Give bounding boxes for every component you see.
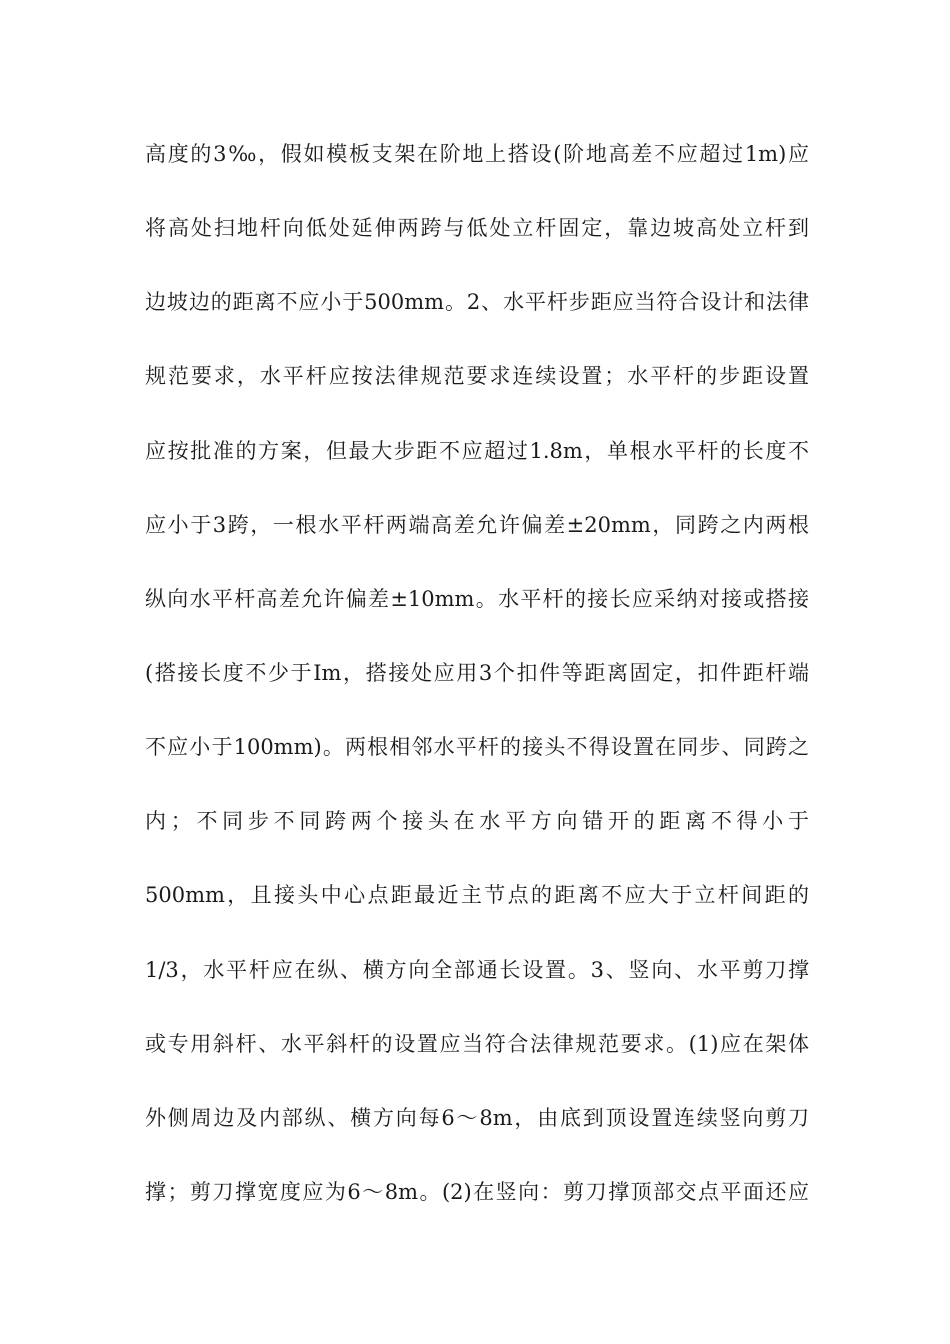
body-text [145,133,809,1245]
text-line: 将高处扫地杆向低处延伸两跨与低处立杆固定，靠边坡高处立杆到 [145,216,809,241]
text-line: 500mm，且接头中心点距最近主节点的距离不应大于立杆间距的 [145,883,809,908]
text-line: 应小于3跨，一根水平杆两端高差允许偏差±20mm，同跨之内两根 [145,512,809,537]
text-line: 或专用斜杆、水平斜杆的设置应当符合法律规范要求。(1)应在架体 [145,1031,809,1056]
text-line: 不应小于100mm)。两根相邻水平杆的接头不得设置在同步、同跨之 [145,735,809,760]
text-line: 内；不同步不同跨两个接头在水平方向错开的距离不得小于 [145,809,809,834]
text-line: 应按批准的方案，但最大步距不应超过1.8m，单根水平杆的长度不 [145,438,809,463]
text-line: 边坡边的距离不应小于500mm。2、水平杆步距应当符合设计和法律 [145,290,809,315]
text-line: 外侧周边及内部纵、横方向每6～8m，由底到顶设置连续竖向剪刀 [145,1105,809,1130]
text-line: (搭接长度不少于Im，搭接处应用3个扣件等距离固定，扣件距杆端 [145,660,809,685]
text-line: 纵向水平杆高差允许偏差±10mm。水平杆的接长应采纳对接或搭接 [145,586,809,611]
text-line: 高度的3‰，假如模板支架在阶地上搭设(阶地高差不应超过1m)应 [145,142,809,166]
text-line: 撑；剪刀撑宽度应为6～8m。(2)在竖向：剪刀撑顶部交点平面还应 [145,1179,809,1204]
text-line: 规范要求，水平杆应按法律规范要求连续设置；水平杆的步距设置 [145,364,809,389]
text-line: 1/3，水平杆应在纵、横方向全部通长设置。3、竖向、水平剪刀撑 [145,957,809,982]
